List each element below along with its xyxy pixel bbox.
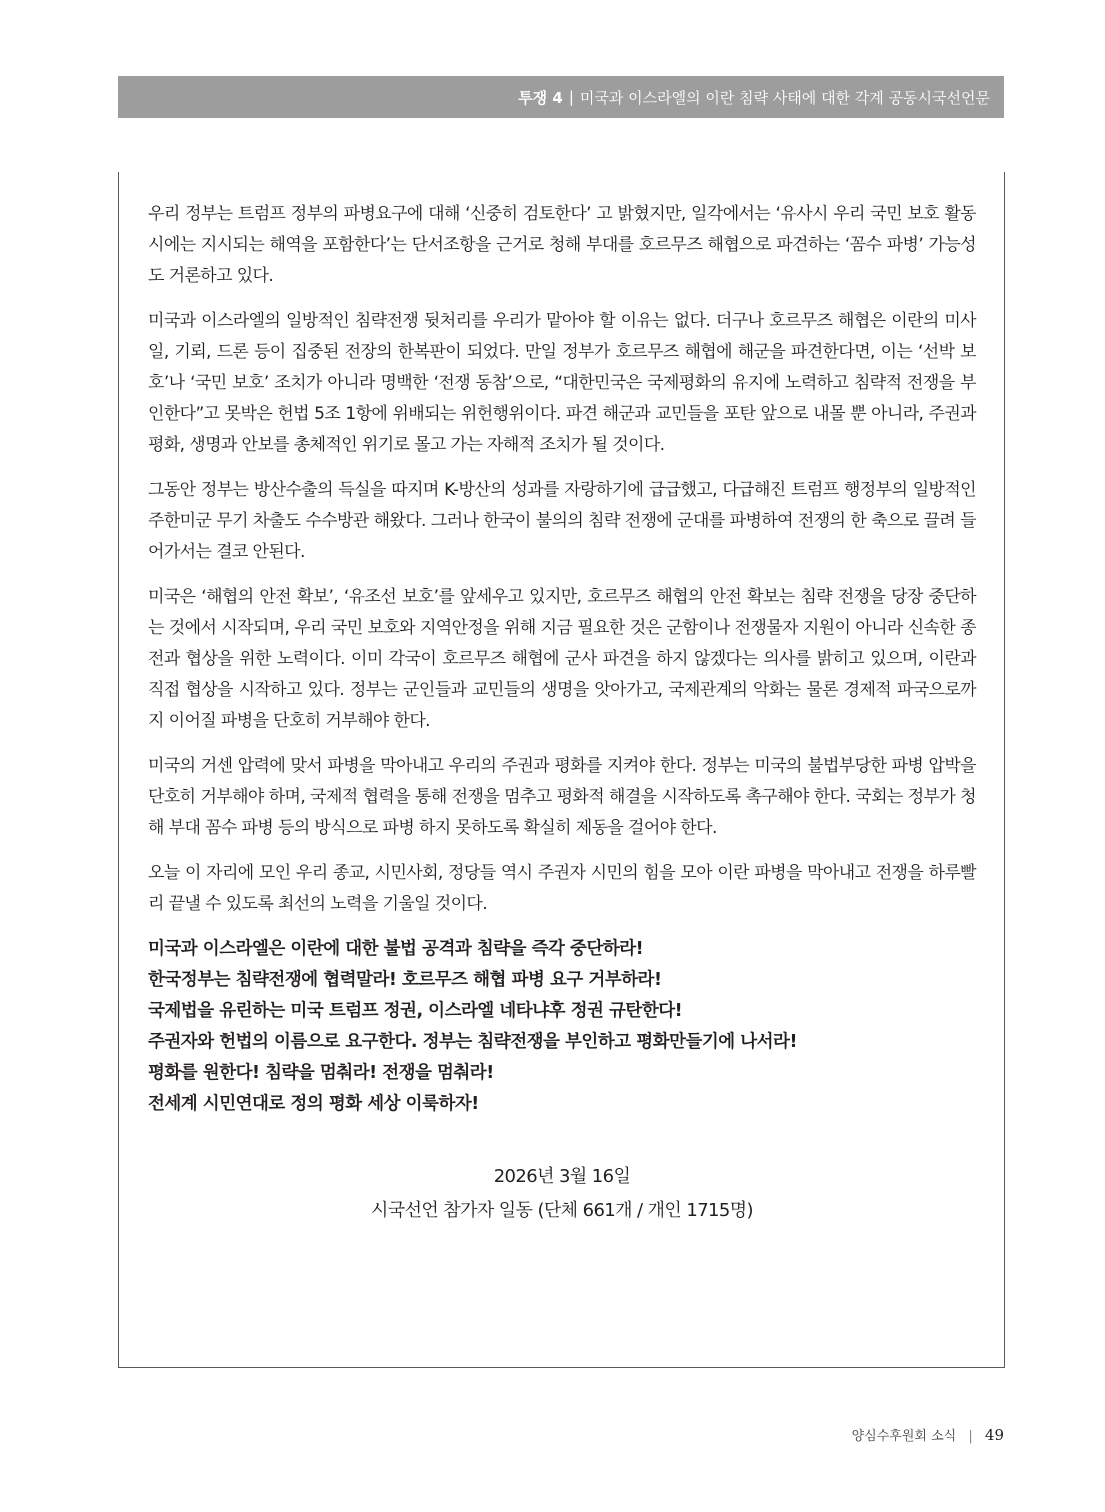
- slogan-6: 전세계 시민연대로 정의 평화 세상 이룩하자!: [148, 1094, 479, 1114]
- footer-divider: |: [968, 1429, 973, 1444]
- slogan-5: 평화를 원한다! 침략을 멈춰라! 전쟁을 멈춰라!: [148, 1063, 494, 1083]
- slogan-3: 국제법을 유린하는 미국 트럼프 정권, 이스라엘 네타냐후 정권 규탄한다!: [148, 1001, 683, 1021]
- slogan-list: [148, 934, 976, 1120]
- paragraph-3: 그동안 정부는 방산수출의 득실을 따지며 K-방산의 성과를 자랑하기에 급급했고, 다급해진 트럼프 행정부의 일방적인 주한미군 무기 차출도 수수방관 해왔다. 그러나 한국이 불의의 침략 전쟁에 군대를 파병하여 전쟁의 한 축으로 끌려 들어가서는 결코 안된다.: [148, 480, 976, 562]
- header-section-label: 투쟁 4: [518, 88, 563, 107]
- paragraph-1: 우리 정부는 트럼프 정부의 파병요구에 대해 ‘신중히 검토한다’ 고 밝혔지만, 일각에서는 ‘유사시 우리 국민 보호 활동 시에는 지시되는 해역을 포함한다’는 단서조항을 근거로 청해 부대를 호르무즈 해협으로 파견하는 ‘꼼수 파병’ 가능성도 거론하고 있다.: [148, 204, 976, 286]
- page-footer: [852, 1425, 1004, 1444]
- slogan-1: 미국과 이스라엘은 이란에 대한 불법 공격과 침략을 즉각 중단하라!: [148, 939, 644, 959]
- signoff: [148, 1160, 976, 1228]
- header-title: 미국과 이스라엘의 이란 침략 사태에 대한 각계 공동시국선언문: [579, 88, 990, 107]
- paragraph-2: 미국과 이스라엘의 일방적인 침략전쟁 뒷처리를 우리가 맡아야 할 이유는 없다. 더구나 호르무즈 해협은 이란의 미사일, 기뢰, 드론 등이 집중된 전장의 한복판이 되었다. 만일 정부가 호르무즈 해협에 해군을 파견한다면, 이는 ‘선박 보호’나 ‘국민 보호’ 조치가 아니라 명백한 ‘전쟁 동참’으로, “대한민국은 국제평화의 유지에 노력하고 침략적 전쟁을 부인한다”고 못박은 헌법 5조 1항에 위배되는 위헌행위이다. 파견 해군과 교민들을 포탄 앞으로 내몰 뿐 아니라, 주권과 평화, 생명과 안보를 총체적인 위기로 몰고 가는 자해적 조치가 될 것이다.: [148, 311, 976, 455]
- paragraph-5: 미국의 거센 압력에 맞서 파병을 막아내고 우리의 주권과 평화를 지켜야 한다. 정부는 미국의 불법부당한 파병 압박을 단호히 거부해야 하며, 국제적 협력을 통해 전쟁을 멈추고 평화적 해결을 시작하도록 촉구해야 한다. 국회는 정부가 청해 부대 꼼수 파병 등의 방식으로 파병 하지 못하도록 확실히 제동을 걸어야 한다.: [148, 756, 976, 838]
- slogan-2: 한국정부는 침략전쟁에 협력말라! 호르무즈 해협 파병 요구 거부하라!: [148, 970, 662, 990]
- signoff-date: 2026년 3월 16일: [493, 1166, 631, 1187]
- statement-body: [148, 199, 976, 1228]
- slogan-4: 주권자와 헌법의 이름으로 요구한다. 정부는 침략전쟁을 부인하고 평화만들기에 나서라!: [148, 1032, 797, 1052]
- page-number: 49: [984, 1426, 1004, 1444]
- paragraph-6: 오늘 이 자리에 모인 우리 종교, 시민사회, 정당들 역시 주권자 시민의 힘을 모아 이란 파병을 막아내고 전쟁을 하루빨리 끝낼 수 있도록 최선의 노력을 기울일 것이다.: [148, 863, 976, 914]
- header-divider: |: [568, 88, 574, 106]
- signoff-signatories: 시국선언 참가자 일동 (단체 661개 / 개인 1715명): [371, 1200, 753, 1221]
- paragraph-4: 미국은 ‘해협의 안전 확보’, ‘유조선 보호’를 앞세우고 있지만, 호르무즈 해협의 안전 확보는 침략 전쟁을 당장 중단하는 것에서 시작되며, 우리 국민 보호와 지역안정을 위해 지금 필요한 것은 군함이나 전쟁물자 지원이 아니라 신속한 종전과 협상을 위한 노력이다. 이미 각국이 호르무즈 해협에 군사 파견을 하지 않겠다는 의사를 밝히고 있으며, 이란과 직접 협상을 시작하고 있다. 정부는 군인들과 교민들의 생명을 앗아가고, 국제관계의 악화는 물론 경제적 파국으로까지 이어질 파병을 단호히 거부해야 한다.: [148, 587, 976, 731]
- header-bar: [118, 76, 1004, 118]
- footer-publication: 양심수후원회 소식: [851, 1429, 957, 1444]
